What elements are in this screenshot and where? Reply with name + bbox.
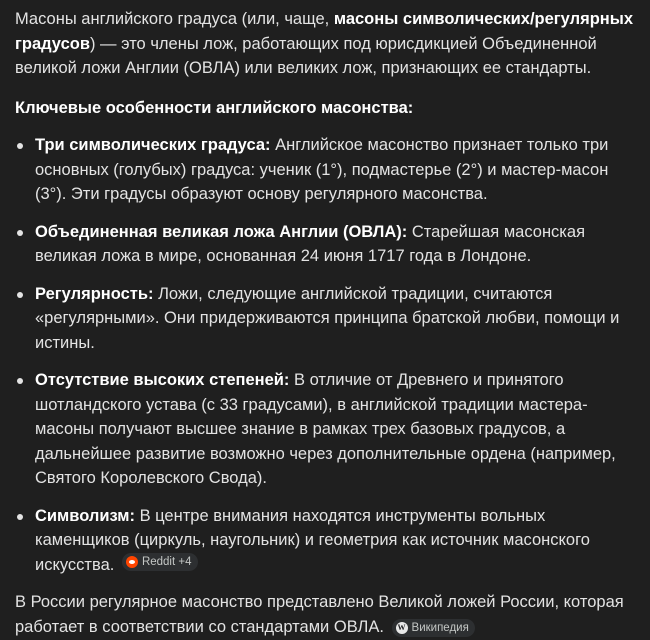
bullet-icon	[17, 378, 23, 384]
bullet-icon	[17, 230, 23, 236]
features-list	[15, 133, 638, 577]
list-item-text: Ложи, следующие английской традиции, считаются «регулярными». Они придерживаются принципа братской любви, помощи и истины.	[35, 284, 620, 352]
list-item-title: Символизм:	[35, 506, 135, 525]
list-item-text: В центре внимания находятся инструменты вольных каменщиков (циркуль, наугольник) и геометрия как источник масонского искусства.	[35, 506, 590, 574]
source-chip-wikipedia[interactable]	[392, 619, 475, 637]
bullet-icon	[17, 514, 23, 520]
intro-paragraph	[15, 7, 638, 81]
bullet-icon	[17, 143, 23, 149]
list-item-ugle	[15, 220, 638, 269]
closing-text: В России регулярное масонство представлено Великой ложей России, которая работает в соответствии со стандартами ОВЛА.	[15, 593, 624, 636]
list-item-symbolism	[15, 504, 638, 578]
list-item-title: Отсутствие высоких степеней:	[35, 371, 290, 389]
list-item-no-high-degrees	[15, 368, 638, 491]
reddit-icon	[126, 556, 138, 568]
list-item-symbolic-degrees	[15, 133, 638, 207]
list-item-title: Три символических градуса:	[35, 136, 271, 154]
list-item-title: Объединенная великая ложа Англии (ОВЛА):	[35, 222, 408, 241]
source-chip-label: Википедия	[411, 621, 469, 634]
bullet-icon	[17, 292, 23, 298]
section-heading: Ключевые особенности английского масонства:	[15, 98, 414, 117]
intro-bold-term: масоны символических/регулярных градусов	[15, 10, 634, 53]
list-item-title: Регулярность:	[35, 284, 154, 303]
source-chip-label: Reddit +4	[141, 555, 192, 568]
wikipedia-icon: W	[397, 622, 406, 632]
list-item-text: В отличие от Древнего и принятого шотландского устава (с 33 градусами), в английской традиции мастера-масоны получают высшее знание в рамках трех базовых градусов, а дальнейшее развитие возможно через дополнительные ордена (например, Святого Королевского Свода).	[35, 371, 616, 487]
closing-paragraph	[15, 590, 638, 639]
list-item-regularity	[15, 282, 638, 356]
source-chip-reddit[interactable]	[122, 553, 198, 571]
list-item-text: Английское масонство признает только три основных (голубых) градуса: ученик (1°), подмастерье (2°) и мастер-масон (3°). Эти градусы образуют основу регулярного масонства.	[35, 136, 609, 203]
intro-text-2: ) — это члены лож, работающих под юрисдикцией Объединенной великой ложи Англии (ОВЛА) или великих лож, признающих ее стандарты.	[15, 34, 597, 77]
intro-text-1: Масоны английского градуса (или, чаще,	[15, 10, 334, 28]
list-item-text: Старейшая масонская великая ложа в мире, основанная 24 июня 1717 года в Лондоне.	[35, 222, 586, 265]
